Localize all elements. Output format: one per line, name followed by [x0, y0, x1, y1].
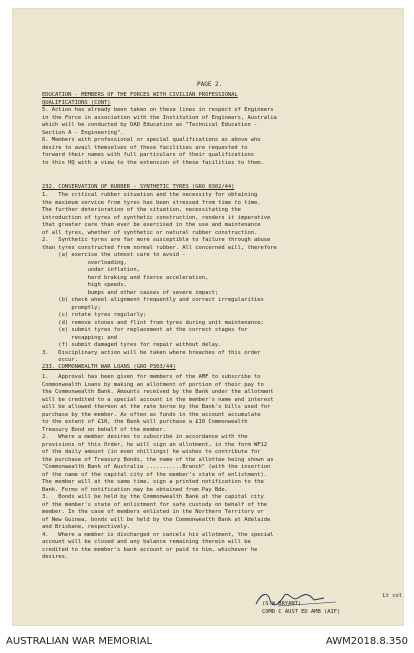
text-line: "Commonwealth Bank of Australia ...........Branch" (with the insertion	[42, 464, 271, 470]
text-line: 1. Approval has been given for members of the AMF to subscribe to	[42, 374, 261, 380]
war-loans-body	[42, 374, 398, 562]
text-line: Section A - Engineering".	[42, 129, 124, 136]
signature-rank: Lt col	[382, 593, 402, 599]
education-heading: EDUCATION - MEMBERS OF THE FORCES WITH CIVILIAN PROFESSIONAL QUALIFICATIONS (CONT)	[42, 92, 238, 106]
text-line: purchase by the member. As often as funds in the account accumulate	[42, 411, 261, 418]
text-line: credited to the member's bank account or paid to him, whichever he	[42, 546, 258, 553]
text-line: 1. The critical rubber situation and the necessity for obtaining	[42, 192, 258, 198]
text-line: and Brisbane, respectively.	[42, 524, 131, 530]
text-line: (b) check wheel alignment frequently and correct irregularities	[42, 297, 264, 303]
text-line: the maximum service from tyres has been stressed from time to time.	[42, 199, 261, 206]
text-line: under inflation,	[42, 267, 140, 273]
text-line: (a) exercise the utmost care to avoid -	[42, 252, 186, 258]
text-line: desire to avail themselves of these facilities are requested to	[42, 144, 248, 151]
signature-title: COMD C AUST ED AMB (AIF)	[262, 609, 341, 615]
text-line: to the extent of £10, the Bank will purchase a £10 Commonwealth	[42, 419, 248, 425]
text-line: to this HQ with a view to the extension of these facilities to them.	[42, 159, 264, 166]
text-line: overloading,	[42, 259, 127, 266]
signature-name: (S.W.BRYANT)	[262, 601, 302, 607]
text-line: of the name of the capital city of the member's state of enlistment).	[42, 471, 268, 478]
text-line: (c) rotate tyres regularly;	[42, 312, 147, 318]
education-body	[42, 107, 398, 167]
text-line: 3. Bonds will be held by the Commonwealth Bank at the capital city	[42, 494, 264, 500]
text-line: 5. Action has already been taken on these lines in respect of Engineers	[42, 107, 274, 113]
text-line: which will be conducted by DAD Education as "Technical Education -	[42, 122, 258, 128]
text-line: introduction of tyres of synthetic construction, renders it imperative	[42, 214, 271, 221]
text-line: (e) submit tyres for replacement at the correct stages for	[42, 327, 248, 333]
text-line: 4. Where a member is discharged or cancels his allotment, the special	[42, 531, 274, 538]
text-line: that greater care than ever be exercised in the use and maintenance	[42, 222, 261, 228]
text-line: high speeds,	[42, 282, 127, 288]
text-line: account will be closed and any balance remaining therein will be	[42, 539, 251, 545]
text-line: provisions of this Order, he will sign an allotment, in the form WF12	[42, 441, 268, 448]
document-page	[12, 8, 404, 626]
text-line: desires.	[42, 554, 69, 560]
text-line: in the Force in association with the Institution of Engineers, Australia	[42, 114, 277, 121]
text-line: the purchase of Treasury Bonds, the name of the allottee being shown as	[42, 456, 274, 463]
typed-text	[42, 8, 402, 615]
text-line: Treasury Bond on behalf of the member.	[42, 426, 166, 433]
text-line: promptly;	[42, 304, 101, 311]
rubber-body	[42, 192, 398, 365]
rubber-heading: 232. CONSERVATION OF RUBBER - SYNTHETIC TYRES (GRO 0302/44)	[42, 184, 235, 190]
text-line: member. In the case of members enlisted in the Northern Territory or	[42, 509, 264, 515]
text-line: than tyres constructed from normal rubber. All concerned will, therefore	[42, 244, 277, 251]
text-line: bumps and other causes of severe impact;	[42, 289, 219, 296]
text-line: recapping; and	[42, 334, 118, 341]
text-line: The further deterioration of the situation, necessitating the	[42, 207, 241, 213]
footer-institution: AUSTRALIAN WAR MEMORIAL	[6, 636, 153, 647]
text-line: occur.	[42, 357, 78, 363]
text-line: (d) remove stones and flint from tyres during unit maintenance;	[42, 319, 264, 326]
page-number: PAGE 2.	[197, 81, 223, 88]
text-line: 3. Disciplinary action will be taken where breaches of this order	[42, 349, 261, 356]
war-loans-heading: 233. COMMONWEALTH WAR LOANS (GRO P303/44)	[42, 364, 176, 370]
text-line: the Commonwealth Bank. Amounts received by the Bank under the allotment	[42, 389, 274, 395]
text-line: The member will at the same time, sign a printed notification to the	[42, 479, 264, 485]
text-line: of all tyres, whether of synthetic or natural rubber construction.	[42, 229, 258, 236]
text-line: will be credited to a special account in the member's name and interest	[42, 396, 274, 403]
handwritten-signature	[248, 586, 368, 612]
text-line: forward their names with full particulars of their qualifications	[42, 152, 254, 158]
text-line: 2. Where a member desires to subscribe in accordance with the	[42, 434, 248, 440]
footer-accession-number: AWM2018.8.350	[325, 636, 408, 647]
text-line: of the daily amount (in even shillings) he wishes to contribute for	[42, 449, 261, 455]
archive-footer	[0, 627, 414, 653]
text-line: (f) submit damaged tyres for repair without delay.	[42, 342, 222, 348]
text-line: Bank. Forms of notification may be obtained from Pay Bde.	[42, 486, 228, 493]
text-line: will be allowed thereon at the rate borne by the Bank's bills used for	[42, 404, 271, 410]
text-line: 2. Synthetic tyres are far more susceptible to failure through abuse	[42, 237, 271, 243]
text-line: hard braking and fierce acceleration,	[42, 274, 209, 281]
text-line: of New Guinea, bonds will be held by the Commonwealth Bank at Adelaide	[42, 516, 271, 523]
text-line: of the member's state of enlistment for safe custody on behalf of the	[42, 501, 268, 508]
text-line: Commonwealth Loans by making an allotment of portion of their pay to	[42, 381, 264, 388]
text-line: 6. Members with professional or special qualifications as above who	[42, 137, 261, 143]
